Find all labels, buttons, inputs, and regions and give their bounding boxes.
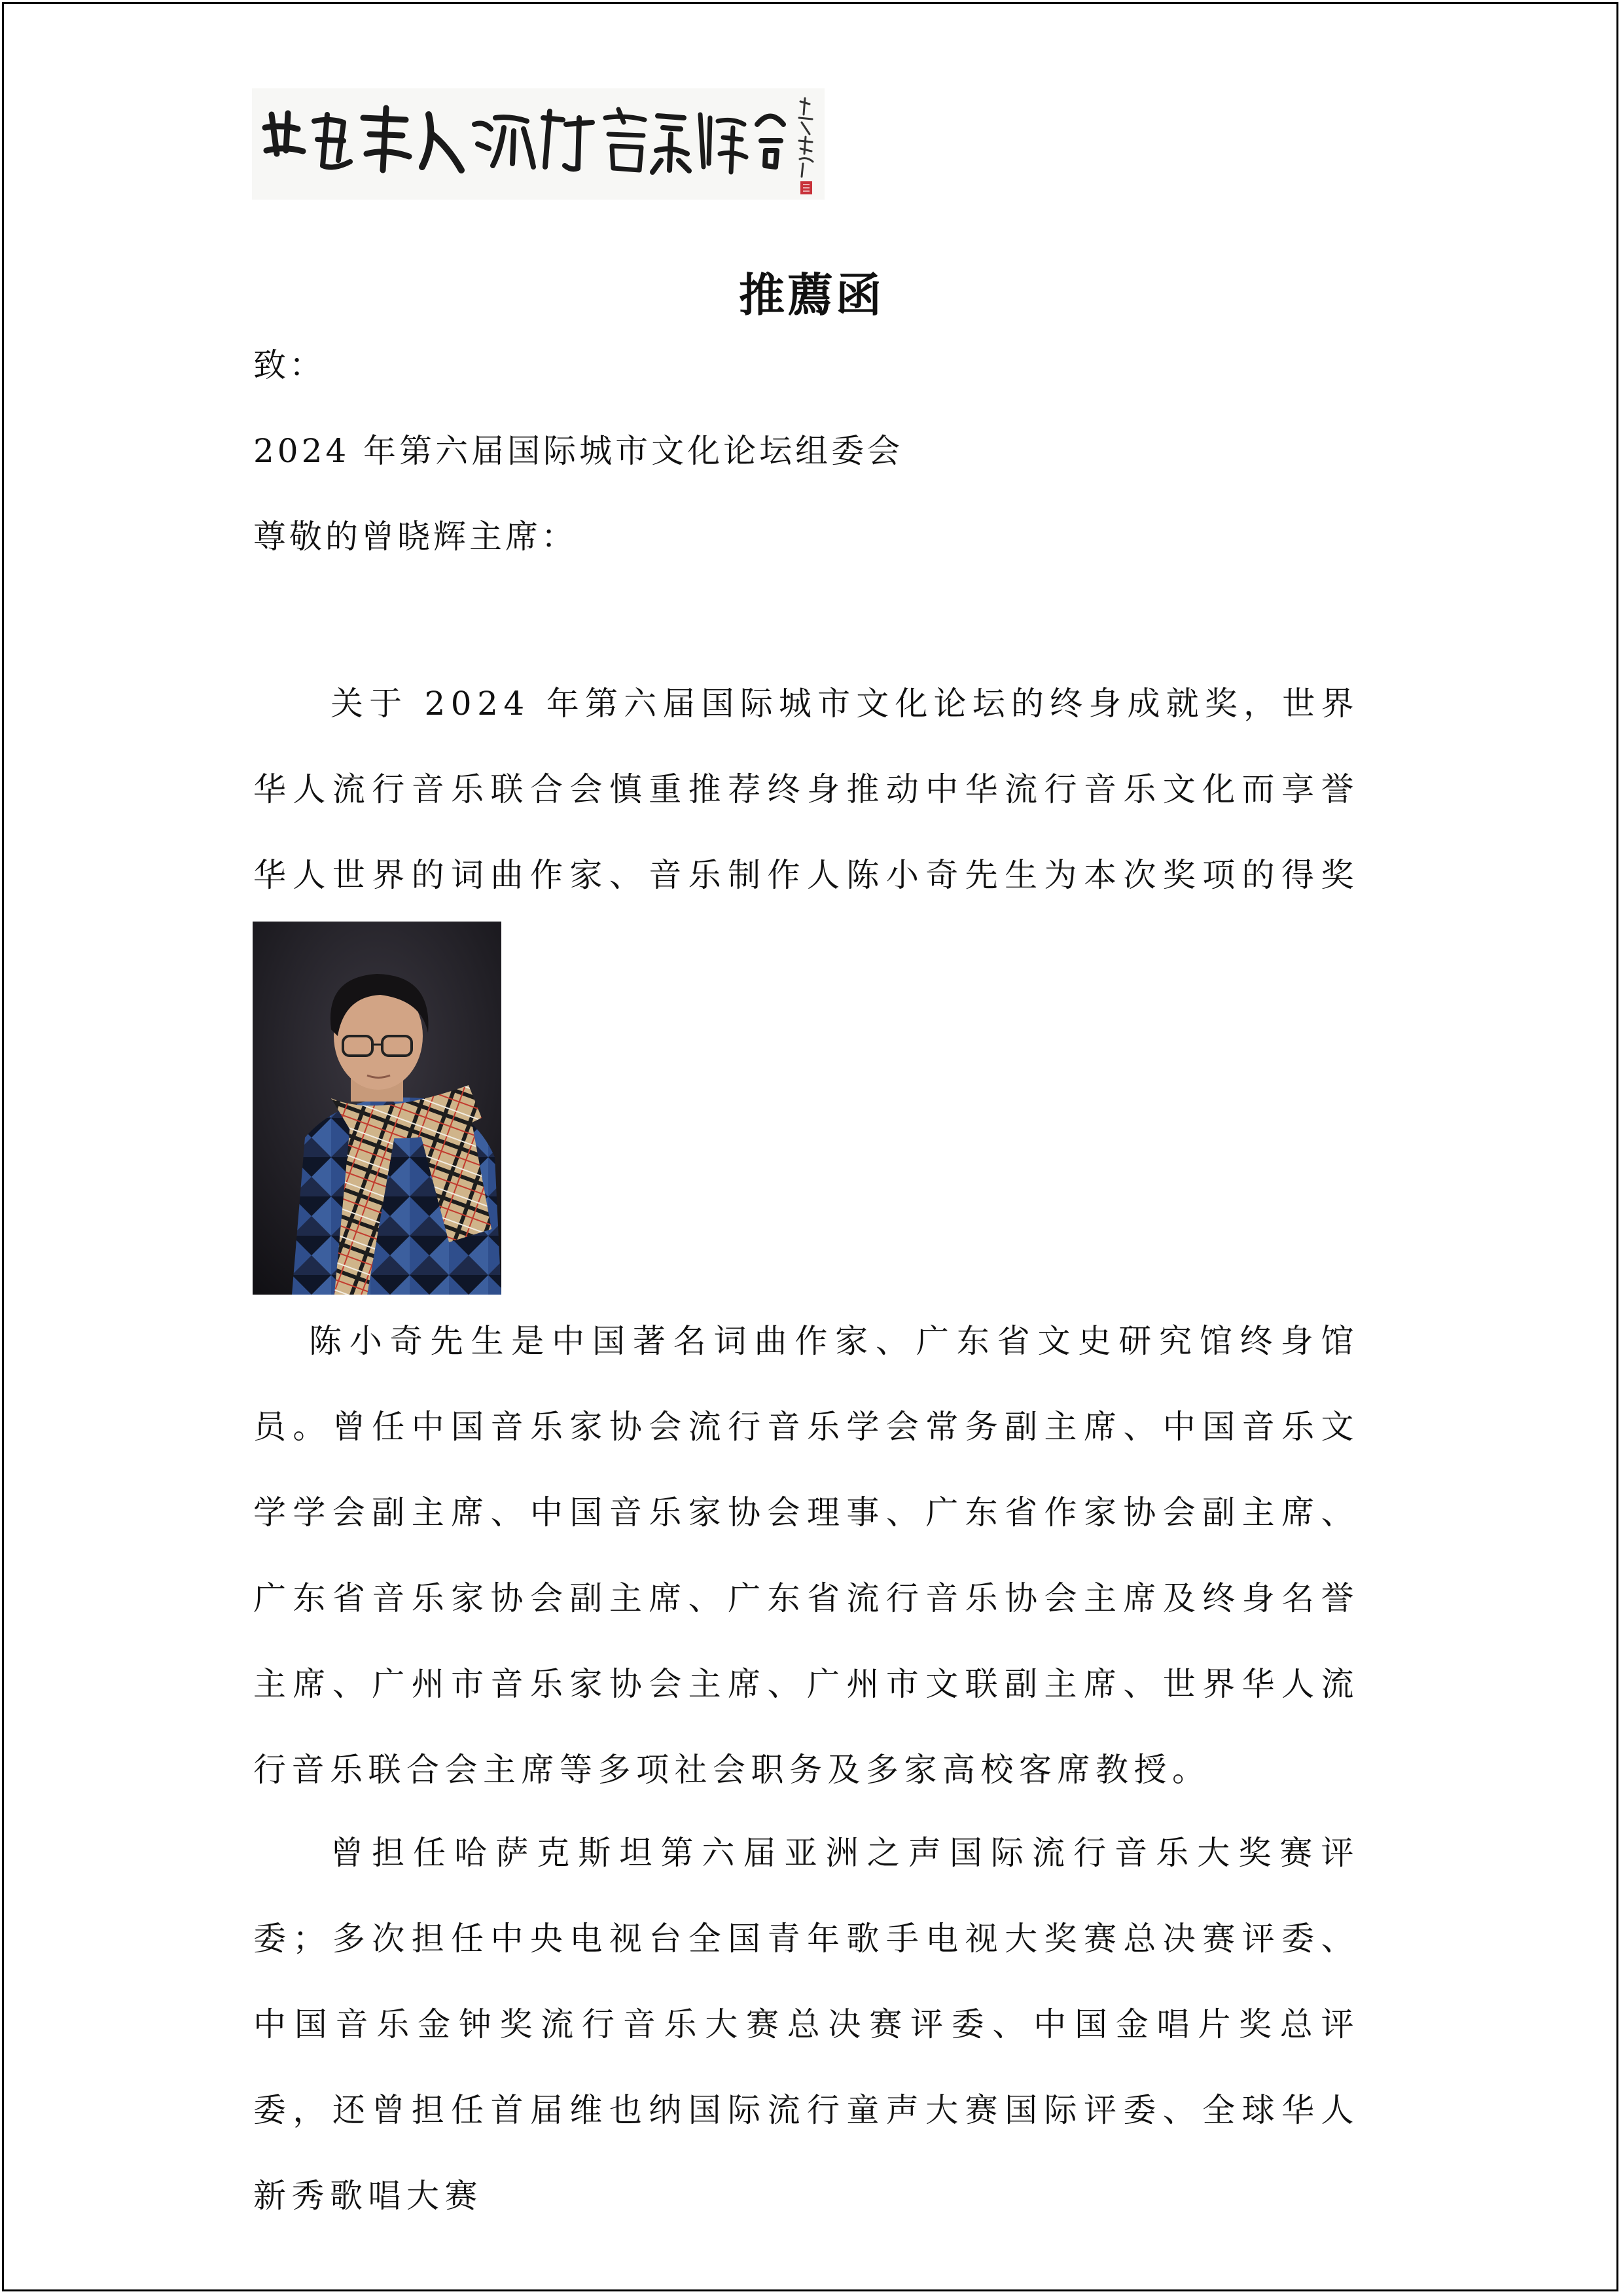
recipient-organization: 2024 年第六届国际城市文化论坛组委会 xyxy=(253,432,904,470)
paragraph-3: 曾担任哈萨克斯坦第六届亚洲之声国际流行音乐大奖赛评委；多次担任中央电视台全国青年歌手电视大奖赛总决赛评委、中国音乐金钟奖流行音乐大赛总决赛评委、中国金唱片奖总评委，还曾担任首届维也纳国际流行童声大赛国际评委、全球华人新秀歌唱大赛 xyxy=(253,1834,1359,2215)
calligraphy-image xyxy=(252,88,825,200)
paragraph-2: 陈小奇先生是中国著名词曲作家、广东省文史研究馆终身馆员。曾任中国音乐家协会流行音乐学会常务副主席、中国音乐文学学会副主席、中国音乐家协会理事、广东省作家协会副主席、广东省音乐家协会副主席、广东省流行音乐协会主席及终身名誉主席、广州市音乐家协会主席、广州市文联副主席、世界华人流行音乐联合会主席等多项社会职务及多家高校客席教授。 xyxy=(253,1322,1359,1789)
document-title: 推薦函 xyxy=(739,268,884,322)
salutation-to: 致： xyxy=(253,346,325,384)
paragraph-1: 关于 2024 年第六届国际城市文化论坛的终身成就奖，世界华人流行音乐联合会慎重推荐终身推动中华流行音乐文化而享誉华人世界的词曲作家、音乐制作人陈小奇先生为本次奖项的得奖 xyxy=(253,685,1359,894)
letterhead-calligraphy-logo xyxy=(252,88,825,200)
portrait-photo xyxy=(253,922,501,1295)
recipient-person: 尊敬的曾晓辉主席： xyxy=(253,518,577,556)
